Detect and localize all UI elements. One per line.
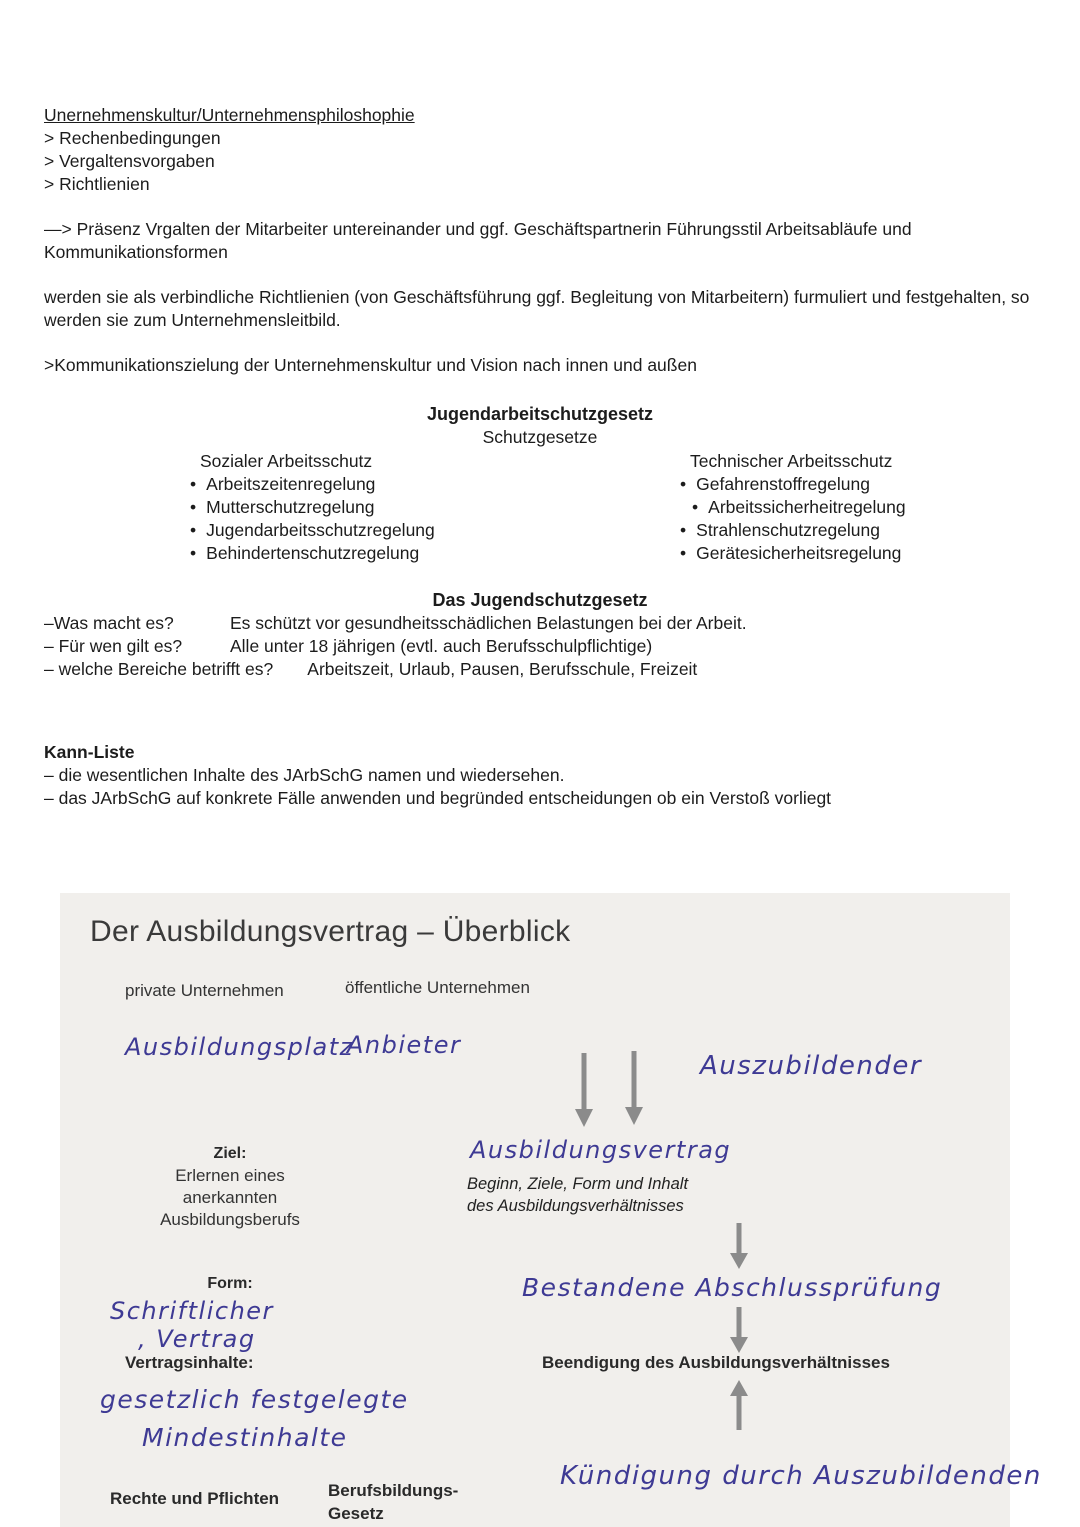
handwriting-schriftlicher: Schriftlicher <box>110 1297 274 1325</box>
answer: Arbeitszeit, Urlaub, Pausen, Berufsschule, Freizeit <box>307 659 698 679</box>
list-item: • Behindertenschutzregelung <box>190 542 614 565</box>
handwriting-auszubildender: Auszubildender <box>700 1051 923 1081</box>
arrow-down-icon <box>573 1053 595 1127</box>
column-header: Technischer Arbeitsschutz <box>690 451 893 471</box>
schutzgesetze-columns <box>44 450 1036 565</box>
notes-bullet: > Vergaltensvorgaben <box>44 151 215 171</box>
list-item: • Gefahrenstoffregelung <box>614 473 906 496</box>
question: – welche Bereiche betrifft es? <box>44 659 274 679</box>
form-header: Form: <box>207 1275 253 1292</box>
list-item: • Strahlenschutzregelung <box>614 519 906 542</box>
oeffentliche-unternehmen-label: öffentliche Unternehmen <box>345 978 530 997</box>
handwriting-gesetzlich-festgelegte: gesetzlich festgelegte <box>100 1385 409 1414</box>
notes-paragraph: >Kommunikationszielung der Unternehmenskultur und Vision nach innen und außen <box>44 355 697 375</box>
question: –Was macht es? <box>44 613 174 633</box>
handwriting-mindestinhalte: Mindestinhalte <box>142 1423 348 1452</box>
vertrag-subtitle <box>467 1173 688 1217</box>
notes-paragraph: werden sie als verbindliche Richtlienien (von Geschäftsführung ggf. Begleitung von Mitarbeitern) furmuliert und festgehalten, so werden sie zum Unternehmensleitbild. <box>44 287 1030 330</box>
list-item: • Jugendarbeitsschutzregelung <box>190 519 614 542</box>
ziel-line: Erlernen eines <box>175 1166 285 1185</box>
beendigung-label: Beendigung des Ausbildungsverhältnisses <box>542 1353 890 1372</box>
column-sozialer-arbeitsschutz <box>190 450 614 565</box>
handwriting-ausbildungsplatz: Ausbildungsplatz <box>125 1033 354 1061</box>
list-item: • Gerätesicherheitsregelung <box>614 542 906 565</box>
berufsbildungsgesetz-line: Berufsbildungs- <box>328 1481 459 1500</box>
answer: Es schützt vor gesundheitsschädlichen Belastungen bei der Arbeit. <box>230 613 747 633</box>
handwriting-bestandene-abschlusspruefung: Bestandene Abschlussprüfung <box>522 1273 943 1302</box>
qa-line <box>44 612 1036 635</box>
vertrag-subtitle-line: des Ausbildungsverhältnisses <box>467 1197 684 1215</box>
answer: Alle unter 18 jährigen (evtl. auch Berufsschulpflichtige) <box>230 636 653 656</box>
jugendschutz-title: Das Jugendschutzgesetz <box>432 590 648 610</box>
kann-liste-item: – das JArbSchG auf konkrete Fälle anwenden und begründed entscheidungen ob ein Verstoß vorliegt <box>44 788 832 808</box>
list-item: • Arbeitszeitenregelung <box>190 473 614 496</box>
diagram-title: Der Ausbildungsvertrag – Überblick <box>90 915 571 948</box>
kann-liste-item: – die wesentlichen Inhalte des JArbSchG namen und wiedersehen. <box>44 765 565 785</box>
arrow-down-icon <box>623 1051 645 1125</box>
question: – Für wen gilt es? <box>44 636 183 656</box>
ziel-line: Ausbildungsberufs <box>160 1210 300 1229</box>
handwriting-ausbildungsvertrag: Ausbildungsvertrag <box>470 1136 732 1164</box>
berufsbildungsgesetz-line: Gesetz <box>328 1504 384 1523</box>
vertrag-subtitle-line: Beginn, Ziele, Form und Inhalt <box>467 1175 689 1193</box>
kann-liste-section <box>44 741 1036 810</box>
vertragsinhalte-header: Vertragsinhalte: <box>125 1353 254 1372</box>
berufsbildungsgesetz-label <box>328 1479 458 1525</box>
ziel-block <box>120 1143 340 1231</box>
notes-paragraph: —> Präsenz Vrgalten der Mitarbeiter untereinander und ggf. Geschäftspartnerin Führungsstil Arbeitsabläufe und Kommunikationsformen <box>44 219 912 262</box>
notes-bullet: > Richtlienien <box>44 174 150 194</box>
column-header: Sozialer Arbeitsschutz <box>200 451 373 471</box>
handwriting-vertrag: , Vertrag <box>138 1325 256 1353</box>
column-technischer-arbeitsschutz <box>614 450 906 565</box>
notes-title: Unernehmenskultur/Unternehmensphiloshophie <box>44 105 415 125</box>
list-item: • Mutterschutzregelung <box>190 496 614 519</box>
arrow-down-icon <box>728 1307 750 1353</box>
private-unternehmen-label: private Unternehmen <box>125 981 284 1000</box>
qa-line <box>44 658 1036 681</box>
handwriting-anbieter: Anbieter <box>347 1031 462 1059</box>
handwriting-kuendigung: Kündigung durch Auszubildenden <box>560 1461 1042 1491</box>
scan-image-ausbildungsvertrag <box>60 893 1042 1527</box>
schutzgesetze-title: Jugendarbeitschutzgesetz <box>426 404 654 424</box>
rechte-und-pflichten-label: Rechte und Pflichten <box>110 1489 280 1508</box>
form-block <box>120 1273 340 1295</box>
notes-bullet: > Rechenbedingungen <box>44 128 221 148</box>
kann-liste-title: Kann-Liste <box>44 742 135 762</box>
arrow-down-icon <box>728 1223 750 1269</box>
ziel-line: anerkannten <box>182 1188 278 1207</box>
arrow-up-icon <box>728 1380 750 1430</box>
ziel-header: Ziel: <box>213 1145 247 1162</box>
list-item: • Arbeitssicherheitregelung <box>626 496 906 519</box>
schutzgesetze-subtitle: Schutzgesetze <box>482 427 598 447</box>
qa-line <box>44 635 1036 658</box>
